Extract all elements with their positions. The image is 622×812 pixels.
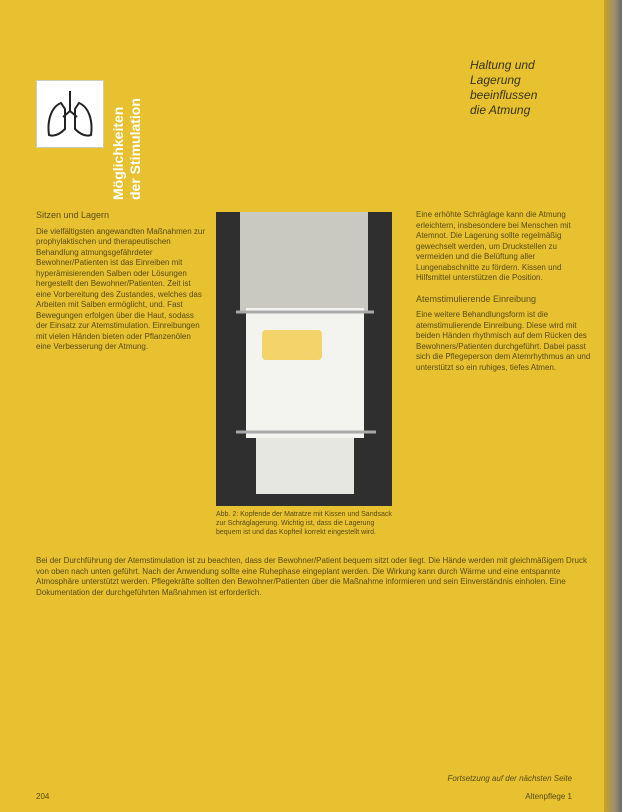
wide-paragraph: Bei der Durchführung der Atemstimulation ist zu beachten, dass der Bewohner/Patient bequem sitzt oder liegt. Die Hände werden mit gleichmäßigem Druck von oben nach unten geführt. Nach der Anwendung sollte eine Ruhephase eingeplant werden. Die Wirkung kann durch Wärme und eine entspannte Atmosphäre unterstützt werden. Pflegekräfte sollten den Bewohner/Patienten über die Maßnahme informieren und sein Einverständnis einholen. Eine Dokumentation der durchgeführten Maßnahmen ist erforderlich. [36, 556, 587, 597]
wide-text-section [36, 556, 592, 598]
right-subhead: Atemstimulierende Einreibung [416, 293, 537, 304]
vertical-title-line-2: der Stimulation [127, 98, 143, 200]
journal-name: Altenpflege 1 [525, 792, 572, 801]
left-text-column [36, 210, 206, 353]
right-paragraph-1: Eine erhöhte Schräglage kann die Atmung erleichtern, insbesondere bei Menschen mit Atemnot. Die Lagerung sollte regelmäßig gewechselt werden, um Druckstellen zu vermeiden und die Belüftung aller Lungenabschnitte zu fördern. Kissen und Hilfsmittel unterstützen die Position. [416, 210, 571, 282]
left-paragraph: Die vielfältigsten angewandten Maßnahmen zur prophylaktischen und therapeutischen Behandlung atmungsgefährdeter Bewohner/Patienten ist das Einreiben mit hyperämisierenden Salben oder Lösungen hergestellt den Bewohner/Patienten. Zeit ist eine Vorbereitung des Zustandes, welches das Arbeiten mit Salben ermöglicht, und. Fast Bewegungen erfolgen über die Haut, sodass der Einsatz zur Atemstimulation. Einreibungen mit vielen Händen bieten oder Pflanzenölen eine Verbesserung der Atmung. [36, 226, 205, 351]
headline-line-4: die Atmung [470, 103, 531, 117]
right-paragraph-2: Eine weitere Behandlungsform ist die atemstimulierende Einreibung. Diese wird mit beiden Händen rhythmisch auf dem Rücken des Bewohners/Patienten durchgeführt. Dabei passt sich die Pflegeperson dem Atemrhythmus an und unterstützt so ein ruhiges, tiefes Atmen. [416, 310, 591, 372]
lungs-icon-box [36, 80, 104, 148]
photo-caption: Abb. 2: Kopfende der Matratze mit Kissen und Sandsack zur Schräglagerung. Wichtig ist, dass die Lagerung bequem ist und das Kopfteil korrekt eingestellt wird. [216, 511, 392, 536]
right-text-column [416, 210, 592, 373]
bed-photo [216, 212, 392, 506]
left-subhead: Sitzen und Lagern [36, 210, 110, 220]
vertical-title-line-1: Möglichkeiten [110, 106, 126, 200]
continued-note: Fortsetzung auf der nächsten Seite [447, 774, 572, 783]
headline-line-2: Lagerung [470, 73, 521, 87]
headline-line-3: beeinflussen [470, 88, 538, 102]
page-number: 204 [36, 792, 50, 801]
headline [470, 58, 590, 118]
headline-line-1: Haltung und [470, 58, 535, 72]
section-vertical-title [110, 80, 164, 200]
lungs-icon [37, 81, 103, 147]
bed-photo-image [216, 212, 392, 506]
page-edge [604, 0, 622, 812]
